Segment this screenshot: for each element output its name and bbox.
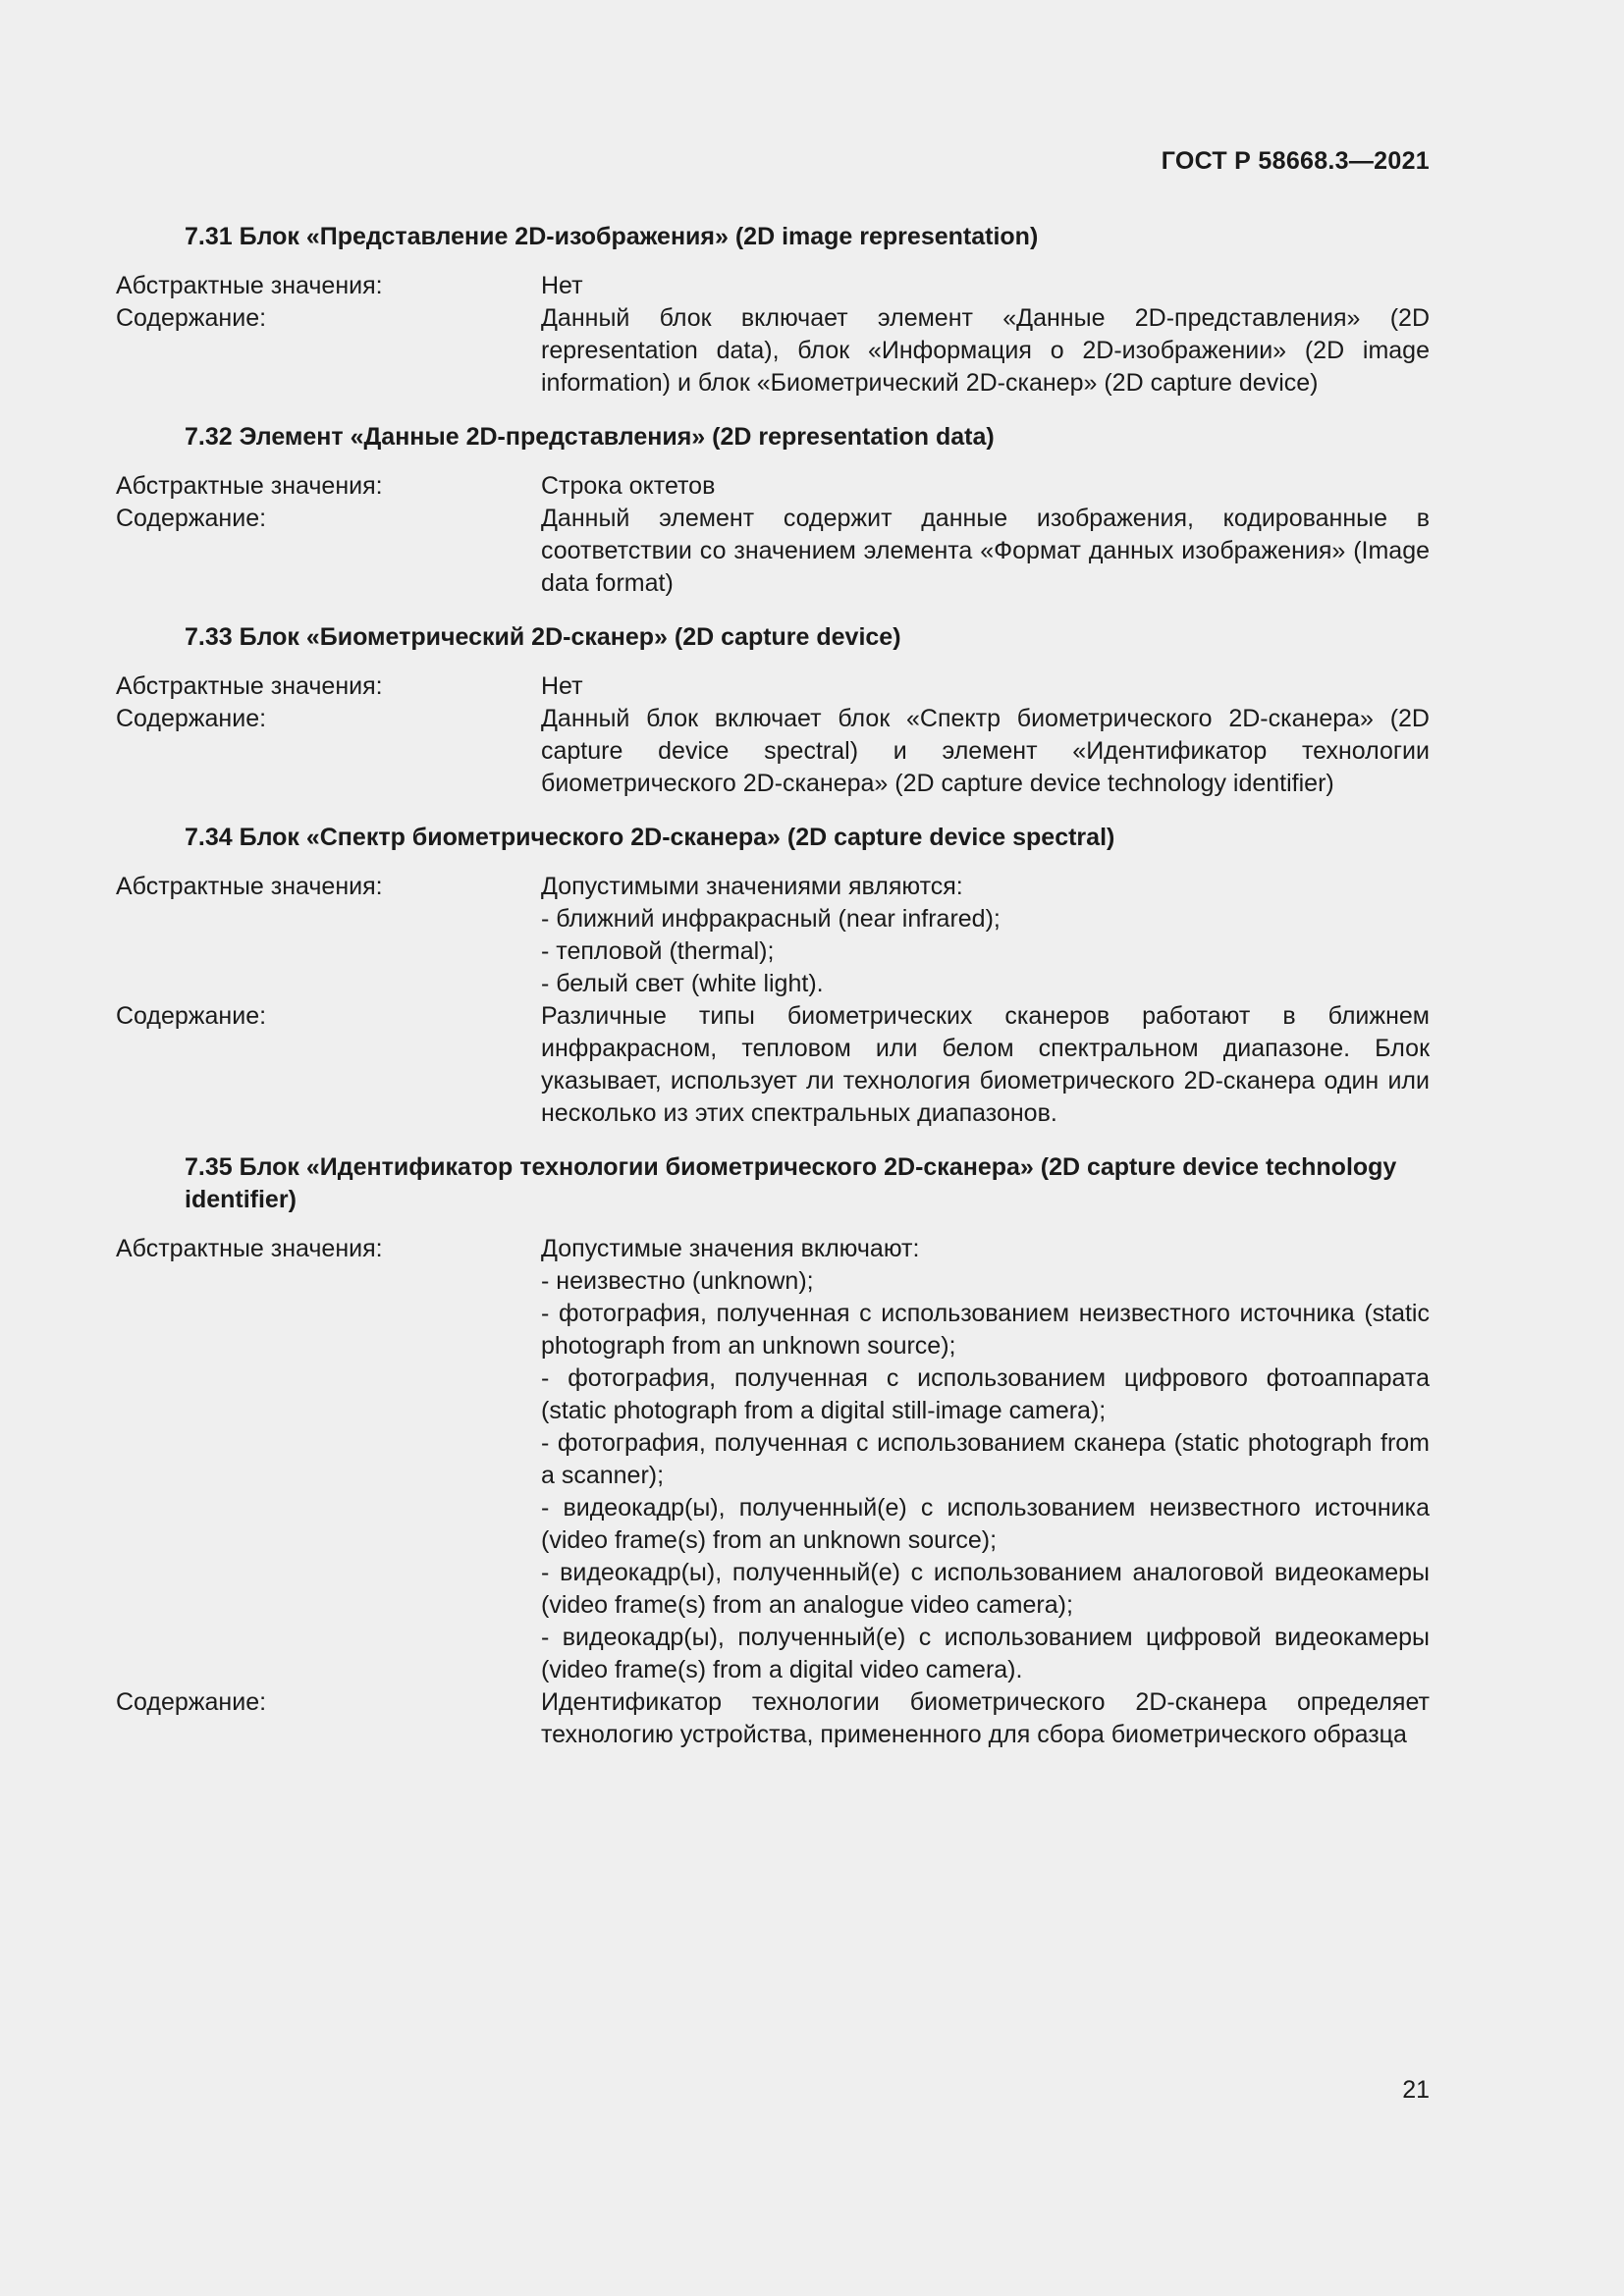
list-item: - видеокадр(ы), полученный(е) с использованием цифровой видеокамеры (video frame(s) from a digital video camera). xyxy=(541,1624,1430,1683)
list-item: - ближний инфракрасный (near infrared); xyxy=(541,905,1001,933)
list-item: - тепловой (thermal); xyxy=(541,937,775,965)
abstract-values-list xyxy=(541,1265,1430,1686)
abstract-values-value xyxy=(541,871,1430,1000)
abstract-values-list xyxy=(541,903,1430,1000)
content-value: Данный элемент содержит данные изображения, кодированные в соответствии со значением элемента «Формат данных изображения» (Image data format) xyxy=(541,505,1430,597)
abstract-values-label: Абстрактные значения: xyxy=(116,272,383,299)
section-7-33 xyxy=(116,621,1430,800)
abstract-values-intro: Допустимые значения включают: xyxy=(541,1235,920,1262)
section-7-35 xyxy=(116,1151,1430,1751)
section-title: 7.33 Блок «Биометрический 2D-сканер» (2D capture device) xyxy=(185,623,901,651)
abstract-values-intro: Допустимыми значениями являются: xyxy=(541,873,963,900)
abstract-values-label: Абстрактные значения: xyxy=(116,672,383,700)
section-7-31 xyxy=(116,221,1430,400)
abstract-values-value: Строка октетов xyxy=(541,472,716,500)
abstract-values-row xyxy=(116,670,1430,703)
list-item: - фотография, полученная с использованием цифрового фотоаппарата (static photograph from a digital still-image camera); xyxy=(541,1364,1430,1424)
section-title: 7.31 Блок «Представление 2D-изображения» (2D image representation) xyxy=(185,223,1039,250)
list-item: - неизвестно (unknown); xyxy=(541,1267,814,1295)
abstract-values-row xyxy=(116,1233,1430,1686)
content-value: Идентификатор технологии биометрического 2D-сканера определяет технологию устройства, примененного для сбора биометрического образца xyxy=(541,1688,1430,1748)
content-label: Содержание: xyxy=(116,505,267,532)
content-value: Данный блок включает блок «Спектр биометрического 2D-сканера» (2D capture device spectral) и элемент «Идентификатор технологии биометрического 2D-сканера» (2D capture device technology identifier) xyxy=(541,705,1430,797)
page-number: 21 xyxy=(1402,2076,1430,2104)
section-title: 7.34 Блок «Спектр биометрического 2D-сканера» (2D capture device spectral) xyxy=(185,824,1115,851)
content-row xyxy=(116,1000,1430,1130)
abstract-values-row xyxy=(116,270,1430,302)
section-title: 7.35 Блок «Идентификатор технологии биометрического 2D-сканера» (2D capture device technology identifier) xyxy=(185,1153,1397,1213)
section-7-32 xyxy=(116,421,1430,600)
abstract-values-value: Нет xyxy=(541,672,583,700)
content-row xyxy=(116,503,1430,600)
content-value: Данный блок включает элемент «Данные 2D-представления» (2D representation data), блок «Информация о 2D-изображении» (2D image information) и блок «Биометрический 2D-сканер» (2D capture device) xyxy=(541,304,1430,397)
abstract-values-value: Нет xyxy=(541,272,583,299)
section-title: 7.32 Элемент «Данные 2D-представления» (2D representation data) xyxy=(185,423,995,451)
content-row xyxy=(116,1686,1430,1751)
content-label: Содержание: xyxy=(116,1002,267,1030)
content-value: Различные типы биометрических сканеров работают в ближнем инфракрасном, тепловом или белом спектральном диапазоне. Блок указывает, использует ли технология биометрического 2D-сканера один или несколько из этих спектральных диапазонов. xyxy=(541,1002,1430,1127)
content-label: Содержание: xyxy=(116,705,267,732)
content-row xyxy=(116,703,1430,800)
abstract-values-label: Абстрактные значения: xyxy=(116,472,383,500)
section-7-34 xyxy=(116,822,1430,1130)
document-header: ГОСТ Р 58668.3—2021 xyxy=(1161,147,1430,175)
list-item: - видеокадр(ы), полученный(е) с использованием аналоговой видеокамеры (video frame(s) from an analogue video camera); xyxy=(541,1559,1430,1619)
content-row xyxy=(116,302,1430,400)
list-item: - фотография, полученная с использованием сканера (static photograph from a scanner); xyxy=(541,1429,1430,1489)
abstract-values-row xyxy=(116,871,1430,1000)
list-item: - видеокадр(ы), полученный(е) с использованием неизвестного источника (video frame(s) from an unknown source); xyxy=(541,1494,1430,1554)
list-item: - белый свет (white light). xyxy=(541,970,824,997)
abstract-values-row xyxy=(116,470,1430,503)
abstract-values-value xyxy=(541,1233,1430,1686)
content-label: Содержание: xyxy=(116,1688,267,1716)
content-label: Содержание: xyxy=(116,304,267,332)
list-item: - фотография, полученная с использованием неизвестного источника (static photograph from an unknown source); xyxy=(541,1300,1430,1360)
abstract-values-label: Абстрактные значения: xyxy=(116,1235,383,1262)
abstract-values-label: Абстрактные значения: xyxy=(116,873,383,900)
document-body xyxy=(116,221,1430,1773)
